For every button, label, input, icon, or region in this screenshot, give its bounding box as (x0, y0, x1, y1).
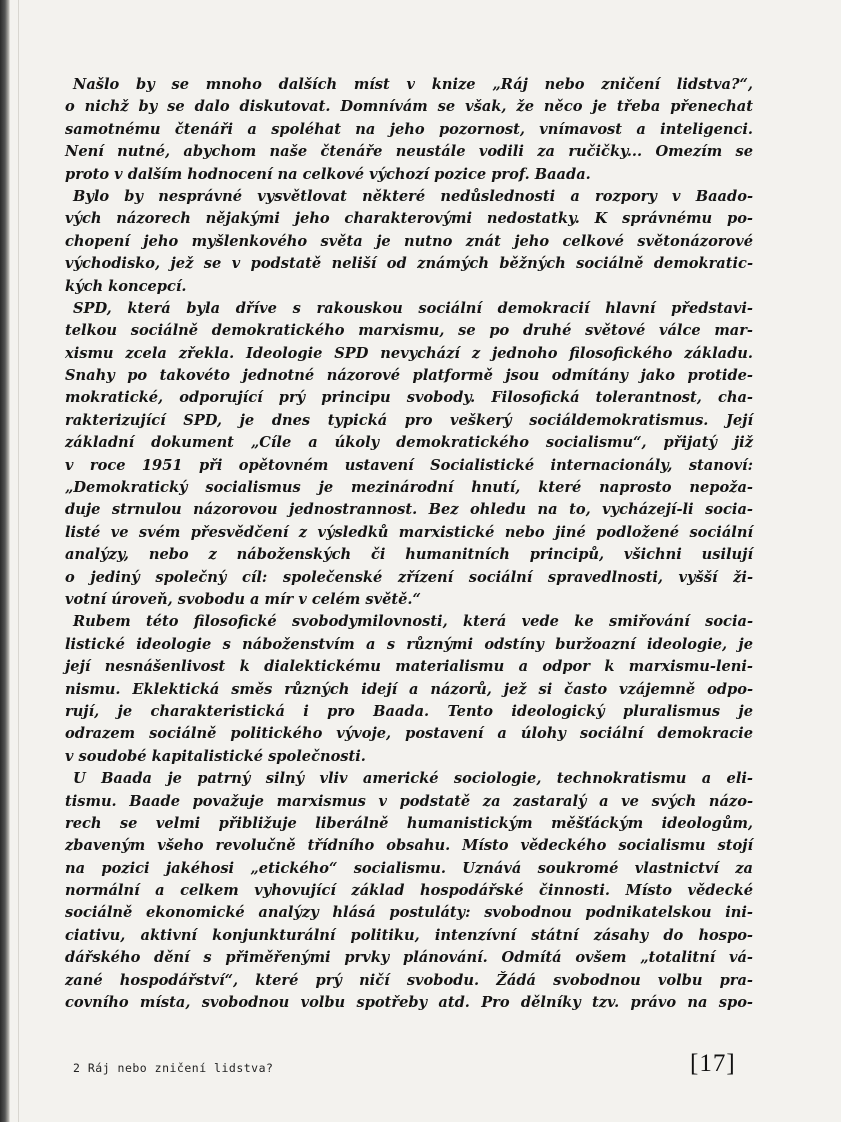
text-line: listé ve svém přesvědčení z výsledků marxistické nebo jiné podložené sociální (65, 523, 753, 541)
text-line: analýzy, nebo z náboženských či humanitních principů, všichni usilují (65, 546, 753, 564)
text-line: xismu zcela zřekla. Ideologie SPD nevychází z jednoho filosofického základu. (65, 344, 753, 362)
text-line: chopení jeho myšlenkového světa je nutno znát jeho celkové světonázorové (65, 232, 753, 250)
text-line: základní dokument „Cíle a úkoly demokratického socialismu“, přijatý již (65, 434, 753, 452)
text-line: U Baada je patrný silný vliv americké sociologie, technokratismu a eli- (73, 770, 753, 788)
text-line: tismu. Baade považuje marxismus v podstatě za zastaralý a ve svých názo- (65, 792, 753, 810)
text-line: mokratické, odporující prý principu svobody. Filosofická tolerantnost, cha- (65, 389, 753, 407)
text-line: Snahy po takovéto jednotné názorové platformě jsou odmítány jako protide- (65, 367, 753, 385)
text-line: votní úroveň, svobodu a mír v celém světě.“ (65, 590, 421, 608)
page-number: [17] (690, 1050, 736, 1077)
text-line: o jediný společný cíl: společenské zřízení sociální spravedlnosti, vyšší ži- (65, 568, 753, 586)
text-line: zbaveným všeho revolučně třídního obsahu. Místo vědeckého socialismu stojí (65, 837, 753, 855)
text-line: dářského dění s přiměřenými prvky plánování. Odmítá ovšem „totalitní vá- (65, 949, 753, 967)
text-line: SPD, která byla dříve s rakouskou sociální demokracií hlavní představi- (73, 299, 753, 317)
text-line: Bylo by nesprávné vysvětlovat některé nedůslednosti a rozpory v Baado- (73, 187, 753, 205)
text-line: proto v dalším hodnocení na celkové výchozí pozice prof. Baada. (65, 165, 591, 183)
body-text (65, 74, 753, 1014)
text-line: odrazem sociálně politického vývoje, postavení a úlohy sociální demokracie (65, 725, 753, 743)
book-signature: 2 Ráj nebo zničení lidstva? (73, 1061, 274, 1075)
text-line: covního místa, svobodnou volbu spotřeby atd. Pro dělníky tzv. právo na spo- (65, 994, 753, 1012)
text-line: sociálně ekonomické analýzy hlásá postuláty: svobodnou podnikatelskou ini- (65, 904, 753, 922)
text-line: o nichž by se dalo diskutovat. Domnívám se však, že něco je třeba přenechat (65, 98, 753, 116)
text-line: východisko, jež se v podstatě neliší od známých běžných sociálně demokratic- (65, 255, 753, 273)
page-edge-shadow (18, 0, 19, 1122)
text-line: samotnému čtenáři a spoléhat na jeho pozornost, vnímavost a inteligenci. (65, 120, 753, 138)
text-line: Rubem této filosofické svobodymilovnosti, která vede ke smiřování socia- (73, 613, 753, 631)
text-line: na pozici jakéhosi „etického“ socialismu. Uznává soukromé vlastnictví za (65, 859, 753, 877)
text-line: normální a celkem vyhovující základ hospodářské činnosti. Místo vědecké (65, 882, 753, 900)
text-line: její nesnášenlivost k dialektickému materialismu a odpor k marxismu-leni- (65, 658, 753, 676)
text-line: v soudobé kapitalistické společnosti. (65, 747, 366, 765)
text-line: rech se velmi přibližuje liberálně humanistickým měšťáckým ideologům, (65, 814, 753, 832)
text-line: zané hospodářství“, které prý ničí svobodu. Žádá svobodnou volbu pra- (65, 971, 753, 989)
text-line: v roce 1951 při opětovném ustavení Socialistické internacionály, stanoví: (65, 456, 753, 474)
text-line: rakterizující SPD, je dnes typická pro veškerý sociáldemokratismus. Její (65, 411, 753, 429)
text-line: rují, je charakteristická i pro Baada. Tento ideologický pluralismus je (65, 702, 753, 720)
text-line: kých koncepcí. (65, 277, 187, 295)
text-line: listické ideologie s náboženstvím a s různými odstíny buržoazní ideologie, je (65, 635, 753, 653)
text-line: Není nutné, abychom naše čtenáře neustále vodili za ručičky... Omezím se (65, 143, 753, 161)
text-line: duje strnulou názorovou jednostrannost. Bez ohledu na to, vycházejí-li socia- (65, 501, 753, 519)
text-line: vých názorech nějakými jeho charakterovými nedostatky. K správnému po- (65, 210, 753, 228)
text-line: telkou sociálně demokratického marxismu, se po druhé světové válce mar- (65, 322, 753, 340)
text-line: ciativu, aktivní konjunkturální politiku, intenzívní státní zásahy do hospo- (65, 926, 753, 944)
text-line: nismu. Eklektická směs různých idejí a názorů, jež si často vzájemně odpo- (65, 680, 753, 698)
text-line: Našlo by se mnoho dalších míst v knize „Ráj nebo zničení lidstva?“, (73, 76, 753, 93)
text-line: „Demokratický socialismus je mezinárodní hnutí, které naprosto nepoža- (65, 479, 753, 497)
page-binding-edge (0, 0, 10, 1122)
